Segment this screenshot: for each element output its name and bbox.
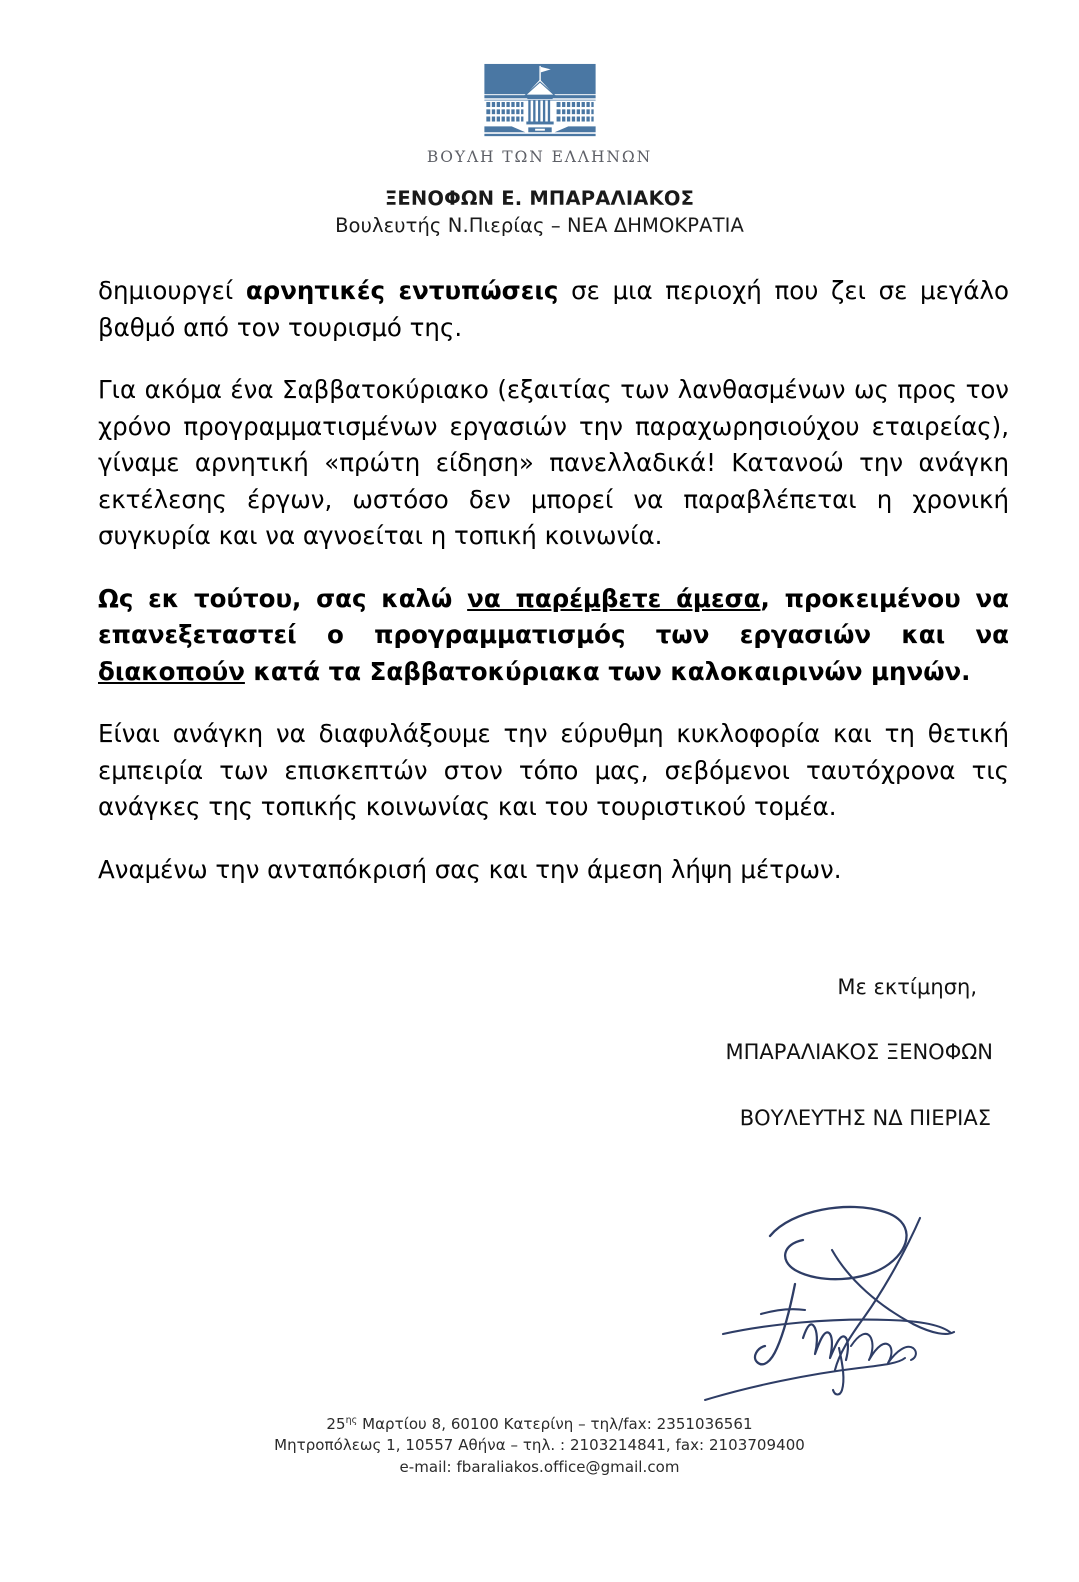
letter-body bbox=[0, 273, 1079, 888]
signature-area bbox=[0, 1188, 1079, 1407]
footer-address-athens: Μητροπόλεως 1, 10557 Αθήνα – τηλ. : 2103214841, fax: 2103709400 bbox=[274, 1436, 805, 1455]
footer-address-katerini bbox=[0, 1414, 1079, 1435]
paragraph-1-lead: δημιουργεί bbox=[98, 276, 246, 305]
paragraph-3-segment-2: , προκειμένου να επανεξεταστεί ο προγραμματισμός των εργασιών και να bbox=[98, 583, 1009, 649]
paragraph-1 bbox=[98, 273, 1009, 346]
footer-line-1-superscript: ης bbox=[345, 1415, 358, 1427]
handwritten-signature-icon bbox=[699, 1188, 969, 1403]
paragraph-3-underline-2: διακοπούν bbox=[98, 656, 245, 686]
paragraph-5: Αναμένω την ανταπόκρισή σας και την άμεση λήψη μέτρων. bbox=[98, 854, 842, 884]
signoff-block bbox=[0, 974, 1079, 1132]
paragraph-4: Είναι ανάγκη να διαφυλάξουμε την εύρυθμη κυκλοφορία και τη θετική εμπειρία των επισκεπτών στον τόπο μας, σεβόμενοι ταυτόχρονα τις ανάγκες της τοπικής κοινωνίας και του τουριστικού τομέα. bbox=[98, 719, 1009, 821]
hellenic-parliament-emblem-icon bbox=[481, 62, 599, 142]
footer-line-1-rest: Μαρτίου 8, 60100 Κατερίνη – τηλ/fax: 2351036561 bbox=[357, 1415, 753, 1434]
paragraph-3-segment-3: κατά τα Σαββατοκύριακα των καλοκαιρινών μηνών. bbox=[244, 656, 971, 686]
paragraph-2: Για ακόμα ένα Σαββατοκύριακο (εξαιτίας των λανθασμένων ως προς τον χρόνο προγραμματισμένων εργασιών την παραχωρησιούχου εταιρείας), γίναμε αρνητική «πρώτη είδηση» πανελλαδικά! Κατανοώ την ανάγκη εκτέλεσης έργων, ωστόσο δεν μπορεί να παραβλέπεται η χρονική συγκυρία και να αγνοείται η τοπική κοινωνία. bbox=[98, 375, 1009, 550]
footer-line-1-prefix: 25 bbox=[326, 1415, 346, 1434]
footer-contact-block bbox=[0, 1414, 1079, 1478]
paragraph-1-tail: σε μια περιοχή που ζει σε μεγάλο βαθμό από τον τουρισμό της. bbox=[98, 276, 1009, 342]
mp-name: ΞΕΝΟΦΩΝ Ε. ΜΠΑΡΑΛΙΑΚΟΣ bbox=[384, 187, 695, 210]
letterhead bbox=[0, 0, 1079, 237]
paragraph-3 bbox=[98, 581, 1009, 691]
emblem-caption: ΒΟΥΛΗ ΤΩΝ ΕΛΛΗΝΩΝ bbox=[426, 148, 653, 166]
signoff-name: ΜΠΑΡΑΛΙΑΚΟΣ ΞΕΝΟΦΩΝ bbox=[725, 1040, 993, 1065]
paragraph-3-underline-1: να παρέμβετε άμεσα bbox=[467, 583, 761, 613]
paragraph-3-segment-1: Ως εκ τούτου, σας καλώ bbox=[98, 583, 468, 613]
signoff-regards: Με εκτίμηση, bbox=[837, 975, 977, 999]
mp-role: Βουλευτής Ν.Πιερίας – ΝΕΑ ΔΗΜΟΚΡΑΤΙΑ bbox=[335, 214, 744, 237]
paragraph-1-bold: αρνητικές εντυπώσεις bbox=[245, 276, 559, 305]
signoff-title: ΒΟΥΛΕΥΤΗΣ ΝΔ ΠΙΕΡΙΑΣ bbox=[739, 1105, 991, 1130]
footer-email: e-mail: fbaraliakos.office@gmail.com bbox=[399, 1457, 680, 1476]
